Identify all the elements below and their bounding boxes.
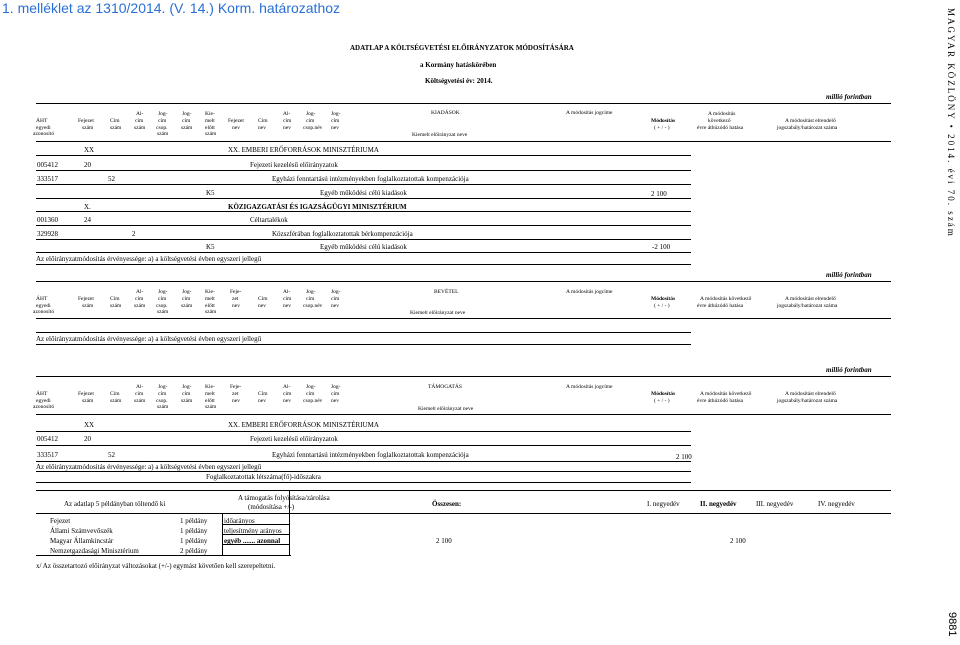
doc-sub2: Költségvetési év: 2014. xyxy=(425,77,493,85)
expense-value-1: 2 100 xyxy=(651,190,667,198)
xx-code: XX xyxy=(84,146,95,154)
footnote: x/ Az összetartozó előirányzat változásokat (+/-) egymást követően kell szerepeltetni. xyxy=(36,562,276,570)
doc-heading: ADATLAP A KÖLTSÉGVETÉSI ELŐIRÁNYZATOK MÓDOSÍTÁSÁRA xyxy=(350,44,574,52)
fte-label: Foglalkoztatottak létszáma(fő)-időszakra xyxy=(206,473,321,481)
unit-label-2: millió forintban xyxy=(826,271,872,279)
ministry-2: KÖZIGAZGATÁSI ÉS IGAZSÁGÜGYI MINISZTÉRIUM xyxy=(228,203,407,211)
unit-label-3: millió forintban xyxy=(826,366,872,374)
support-validity: Az előirányzatmódosítás érvényessége: a) a költségvetési évben egyszeri jellegű xyxy=(36,463,262,471)
doc-sub1: a Kormány hatáskörében xyxy=(420,61,497,69)
data-sheet-note: Az adatlap 5 példányban töltendő ki xyxy=(64,500,166,508)
ministry-1: XX. EMBERI ERŐFORRÁSOK MINISZTÉRIUMA xyxy=(228,146,379,154)
ministry-1b: XX. EMBERI ERŐFORRÁSOK MINISZTÉRIUMA xyxy=(228,421,379,429)
support-value: 2 100 xyxy=(676,453,692,461)
expense-value-2: -2 100 xyxy=(652,243,671,251)
q2-value: 2 100 xyxy=(730,537,746,545)
total-value: 2 100 xyxy=(436,537,452,545)
revenue-validity: Az előirányzatmódosítás érvényessége: a) a költségvetési évben egyszeri jellegű xyxy=(36,335,262,343)
expense-validity: Az előirányzatmódosítás érvényessége: a) a költségvetési évben egyszeri jellegű xyxy=(36,255,262,263)
unit-label: millió forintban xyxy=(826,93,872,101)
side-header: MAGYAR KÖZLÖNY • 2014. évi 70. szám xyxy=(946,8,956,238)
total-label: Összesen: xyxy=(432,500,462,508)
page-title: 1. melléklet az 1310/2014. (V. 14.) Korm. határozathoz xyxy=(2,0,341,16)
